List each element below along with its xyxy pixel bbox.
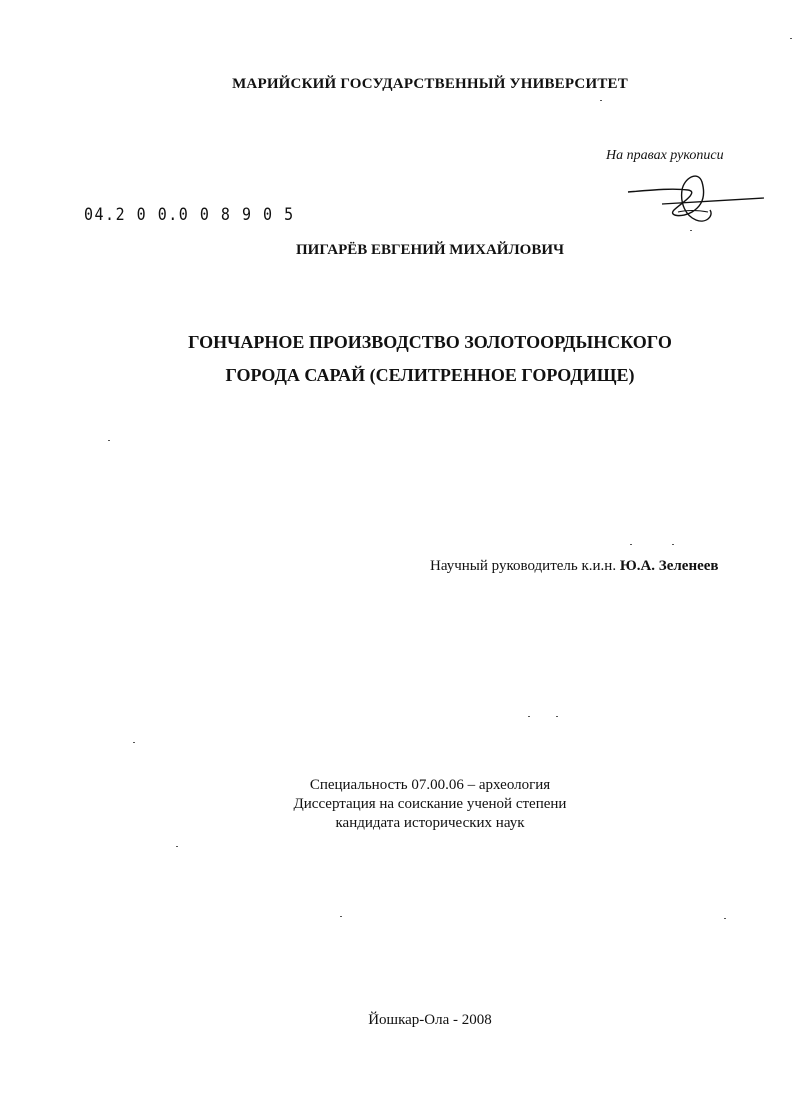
supervisor-label: Научный руководитель к.и.н. [430, 558, 617, 574]
scan-speck [108, 440, 110, 441]
university-name: МАРИЙСКИЙ ГОСУДАРСТВЕННЫЙ УНИВЕРСИТЕТ [232, 76, 628, 92]
specialty-line: Специальность 07.00.06 – археология [309, 777, 551, 793]
supervisor-line [430, 558, 719, 575]
title-line-1: ГОНЧАРНОЕ ПРОИЗВОДСТВО ЗОЛОТООРДЫНСКОГО [188, 332, 672, 352]
dissertation-title [0, 326, 797, 392]
city-year: Йошкар-Ола - 2008 [368, 1012, 492, 1028]
degree-line-2: Диссертация на соискание ученой степени [293, 796, 567, 812]
scan-speck [556, 716, 558, 717]
scan-speck [600, 100, 602, 101]
scan-speck [690, 230, 692, 231]
library-stamp-code: 04.2 0 0.0 0 8 9 0 5 [84, 204, 295, 225]
degree-info [0, 776, 797, 833]
scan-speck [133, 742, 135, 743]
supervisor-name: Ю.А. Зеленеев [619, 558, 719, 574]
manuscript-rights-note: На правах рукописи [606, 148, 724, 163]
degree-line-3: кандидата исторических наук [335, 815, 525, 831]
scan-speck [528, 716, 530, 717]
scan-speck [176, 846, 178, 847]
title-line-2: ГОРОДА САРАЙ (СЕЛИТРЕННОЕ ГОРОДИЩЕ) [225, 365, 635, 385]
scan-speck [790, 38, 792, 39]
handwritten-signature [622, 160, 767, 230]
scan-speck [724, 918, 726, 919]
scan-speck [340, 916, 342, 917]
scan-speck [630, 544, 632, 545]
author-name: ПИГАРЁВ ЕВГЕНИЙ МИХАЙЛОВИЧ [296, 242, 564, 258]
scan-speck [672, 544, 674, 545]
